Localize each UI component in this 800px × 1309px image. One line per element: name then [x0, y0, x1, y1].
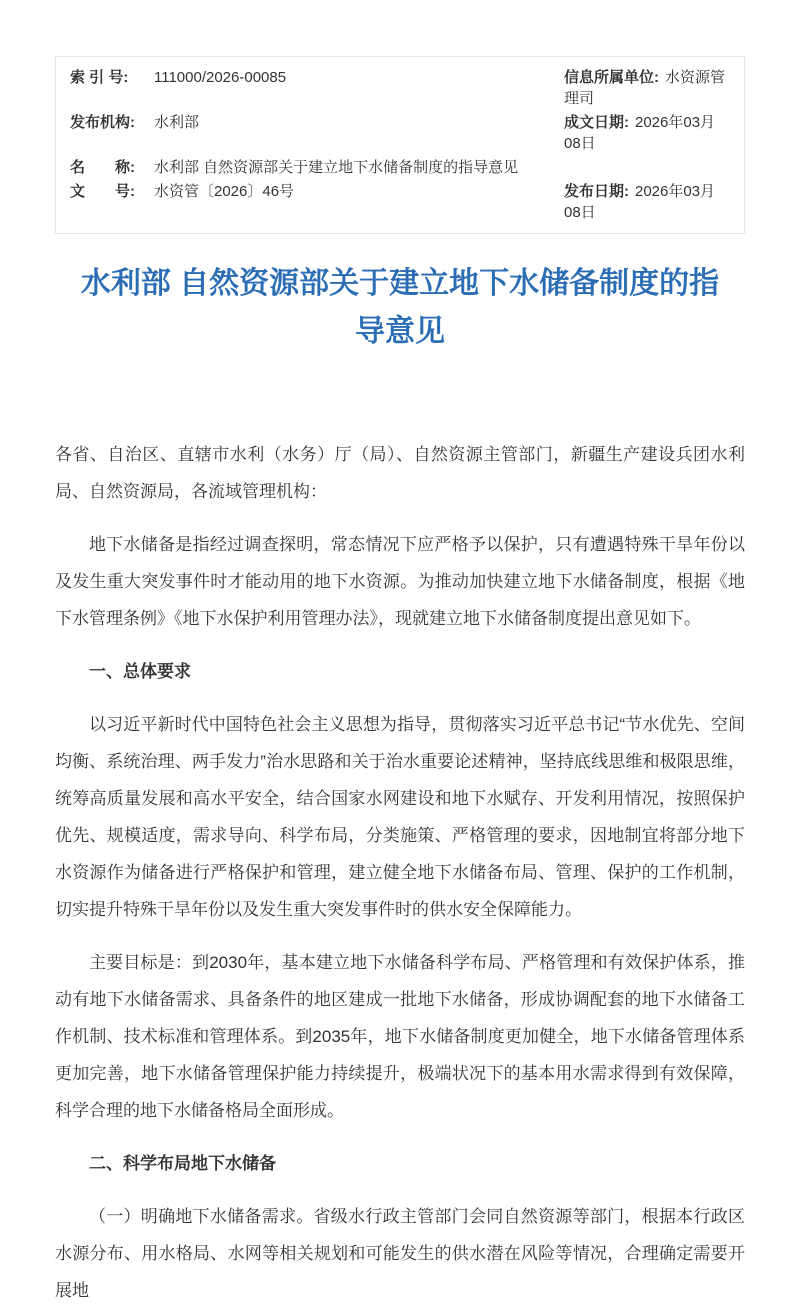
main-goals-paragraph: 主要目标是：到2030年，基本建立地下水储备科学布局、严格管理和有效保护体系，推动有地下水储备需求、具备条件的地区建成一批地下水储备，形成协调配套的地下水储备工作机制、技术标准和管理体系。到2035年，地下水储备制度更加健全，地下水储备管理体系更加完善，地下水储备管理保护能力持续提升，极端状况下的基本用水需求得到有效保障，科学合理的地下水储备格局全面形成。: [55, 953, 745, 1120]
meta-cell-publish-date: [564, 181, 730, 223]
document-name-value: 水利部 自然资源部关于建立地下水储备制度的指导意见: [154, 159, 519, 176]
meta-cell-document-name: [70, 157, 564, 178]
document-body: [55, 436, 745, 1309]
salutation-paragraph: 各省、自治区、直辖市水利（水务）厅（局）、自然资源主管部门，新疆生产建设兵团水利局、自然资源局，各流域管理机构：: [55, 445, 745, 501]
meta-cell-document-number: [70, 181, 564, 202]
meta-row-index-number: [70, 67, 730, 109]
info-unit-label: 信息所属单位:: [564, 69, 659, 86]
index-number-label: 索 引 号:: [70, 69, 129, 86]
intro-paragraph: 地下水储备是指经过调查探明，常态情况下应严格予以保护，只有遭遇特殊干旱年份以及发生重大突发事件时才能动用的地下水资源。为推动加快建立地下水储备制度，根据《地下水管理条例》《地下水保护利用管理办法》，现就建立地下水储备制度提出意见如下。: [55, 535, 745, 628]
document-content: [55, 0, 745, 1309]
guiding-ideology-paragraph: 以习近平新时代中国特色社会主义思想为指导，贯彻落实习近平总书记“节水优先、空间均衡、系统治理、两手发力”治水思路和关于治水重要论述精神，坚持底线思维和极限思维，统筹高质量发展和高水平安全，结合国家水网建设和地下水赋存、开发利用情况，按照保护优先、规模适度，需求导向、科学布局，分类施策、严格管理的要求，因地制宜将部分地下水资源作为储备进行严格保护和管理，建立健全地下水储备布局、管理、保护的工作机制，切实提升特殊干旱年份以及发生重大突发事件时的供水安全保障能力。: [55, 715, 745, 919]
section-heading-2: 二、科学布局地下水储备: [89, 1154, 276, 1173]
document-number-label: 文 号:: [70, 183, 135, 200]
meta-row-issuing-agency: [70, 112, 730, 154]
metadata-table: [55, 56, 745, 234]
meta-row-document-name: [70, 157, 730, 178]
written-date-value: 2026年03月08日: [564, 114, 716, 152]
meta-cell-index-number: [70, 67, 564, 88]
index-number-value: 111000/2026-00085: [154, 69, 287, 86]
section-heading-1: 一、总体要求: [89, 662, 191, 681]
document-title: 水利部 自然资源部关于建立地下水储备制度的指导意见: [80, 267, 720, 348]
document-name-label: 名 称:: [70, 159, 135, 176]
written-date-label: 成文日期:: [564, 114, 629, 131]
publish-date-value: 2026年03月08日: [564, 183, 716, 221]
publish-date-label: 发布日期:: [564, 183, 629, 200]
issuing-agency-label: 发布机构:: [70, 114, 135, 131]
document-number-value: 水资管〔2026〕46号: [154, 183, 295, 200]
issuing-agency-value: 水利部: [154, 114, 200, 131]
reserve-demand-paragraph: （一）明确地下水储备需求。省级水行政主管部门会同自然资源等部门，根据本行政区水源分布、用水格局、水网等相关规划和可能发生的供水潜在风险等情况，合理确定需要开展地: [55, 1207, 745, 1300]
meta-row-document-number: [70, 181, 730, 223]
meta-cell-written-date: [564, 112, 730, 154]
meta-cell-issuing-agency: [70, 112, 564, 133]
info-unit-value: 水资源管理司: [564, 69, 726, 107]
meta-cell-info-unit: [564, 67, 730, 109]
